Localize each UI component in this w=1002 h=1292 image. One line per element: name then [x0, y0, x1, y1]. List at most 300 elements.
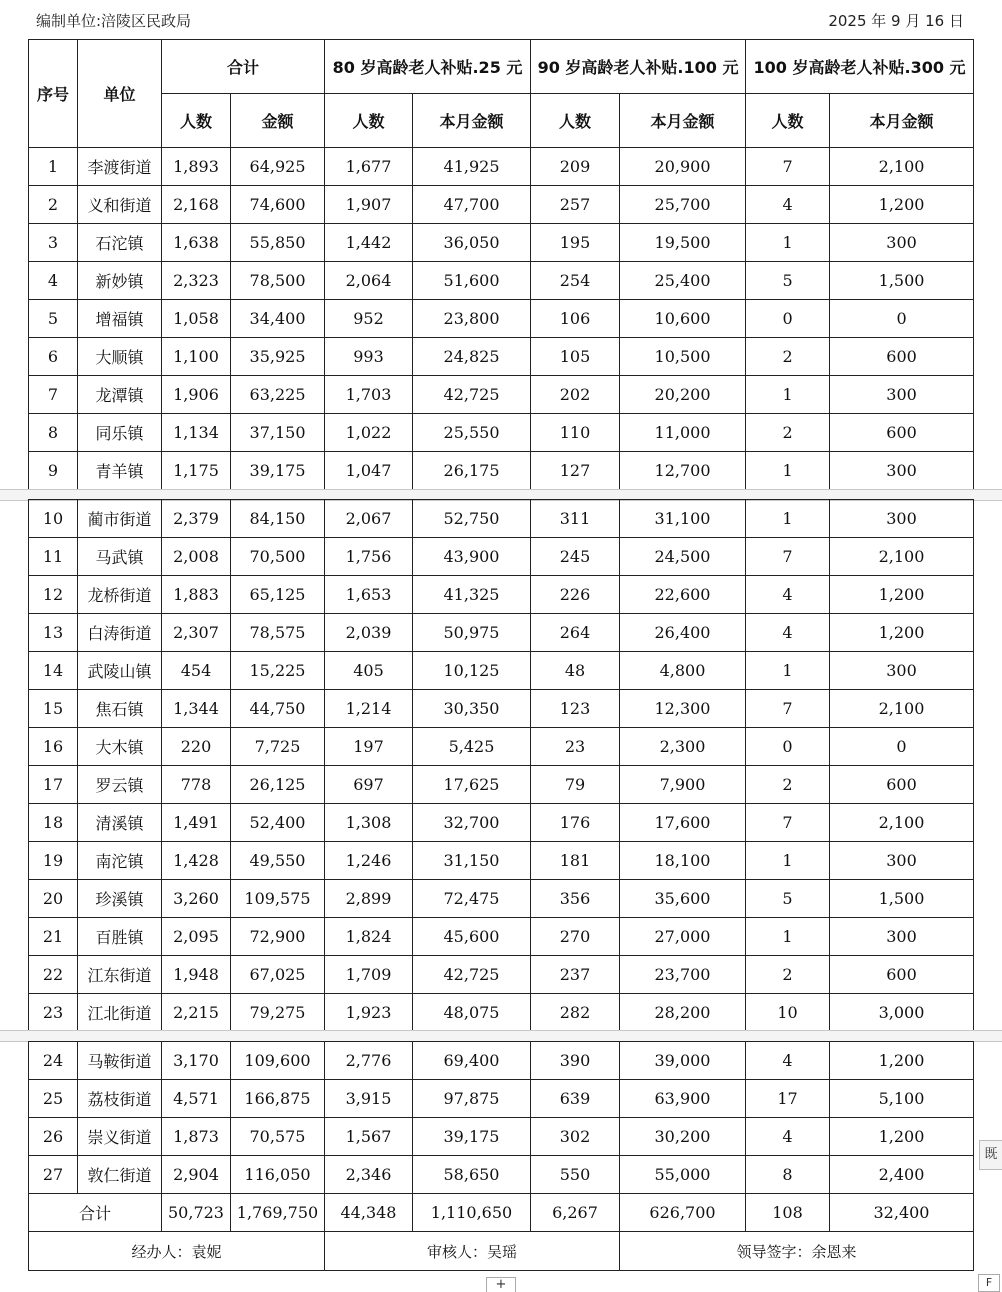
row-80-amount: 58,650: [413, 1156, 531, 1194]
row-100-people: 0: [746, 728, 830, 766]
table-row: [29, 1118, 974, 1156]
header-total-amount: 金额: [231, 94, 325, 148]
row-seq: 27: [29, 1156, 78, 1194]
row-total-people: 1,906: [162, 376, 231, 414]
table-row: [29, 300, 974, 338]
table-row: [29, 452, 974, 490]
row-100-people: 7: [746, 804, 830, 842]
row-100-people: 4: [746, 614, 830, 652]
row-80-people: 3,915: [325, 1080, 413, 1118]
row-unit: 罗云镇: [78, 766, 162, 804]
row-100-amount: 600: [830, 338, 974, 376]
row-seq: 11: [29, 538, 78, 576]
row-total-people: 1,491: [162, 804, 231, 842]
row-90-amount: 39,000: [620, 1042, 746, 1080]
row-100-people: 1: [746, 452, 830, 490]
table-row: [29, 376, 974, 414]
row-unit: 李渡街道: [78, 148, 162, 186]
row-unit: 江北街道: [78, 994, 162, 1032]
row-total-people: 1,058: [162, 300, 231, 338]
row-total-amount: 64,925: [231, 148, 325, 186]
row-90-amount: 25,700: [620, 186, 746, 224]
row-100-people: 2: [746, 338, 830, 376]
row-seq: 6: [29, 338, 78, 376]
row-seq: 19: [29, 842, 78, 880]
row-80-people: 1,907: [325, 186, 413, 224]
row-unit: 白涛街道: [78, 614, 162, 652]
row-100-amount: 300: [830, 376, 974, 414]
row-100-people: 2: [746, 766, 830, 804]
row-90-people: 257: [531, 186, 620, 224]
row-100-people: 8: [746, 1156, 830, 1194]
row-total-amount: 84,150: [231, 500, 325, 538]
row-unit: 清溪镇: [78, 804, 162, 842]
row-90-amount: 10,500: [620, 338, 746, 376]
row-total-amount: 67,025: [231, 956, 325, 994]
row-100-people: 2: [746, 414, 830, 452]
row-90-amount: 30,200: [620, 1118, 746, 1156]
total-amount: 1,769,750: [231, 1194, 325, 1232]
row-90-amount: 11,000: [620, 414, 746, 452]
header-seq: 序号: [29, 40, 78, 148]
row-100-amount: 300: [830, 224, 974, 262]
row-80-people: 697: [325, 766, 413, 804]
row-100-people: 7: [746, 690, 830, 728]
row-80-people: 1,756: [325, 538, 413, 576]
row-90-amount: 18,100: [620, 842, 746, 880]
row-90-people: 202: [531, 376, 620, 414]
row-total-amount: 26,125: [231, 766, 325, 804]
row-total-amount: 166,875: [231, 1080, 325, 1118]
row-100-amount: 1,200: [830, 1042, 974, 1080]
row-100-amount: 2,100: [830, 690, 974, 728]
row-80-amount: 41,925: [413, 148, 531, 186]
add-page-button[interactable]: +: [486, 1277, 516, 1292]
row-100-people: 17: [746, 1080, 830, 1118]
row-unit: 荔枝街道: [78, 1080, 162, 1118]
header-90-amount: 本月金额: [620, 94, 746, 148]
row-90-people: 48: [531, 652, 620, 690]
row-100-amount: 1,200: [830, 614, 974, 652]
row-80-people: 1,022: [325, 414, 413, 452]
row-90-amount: 24,500: [620, 538, 746, 576]
row-total-people: 2,215: [162, 994, 231, 1032]
row-total-people: 1,175: [162, 452, 231, 490]
reviewer-signature: 审核人：吴瑶: [325, 1232, 620, 1271]
row-total-amount: 37,150: [231, 414, 325, 452]
table-row: [29, 338, 974, 376]
row-100-people: 4: [746, 186, 830, 224]
row-total-people: 2,095: [162, 918, 231, 956]
row-100-people: 2: [746, 956, 830, 994]
row-80-people: 2,039: [325, 614, 413, 652]
row-total-amount: 109,575: [231, 880, 325, 918]
row-100-people: 1: [746, 842, 830, 880]
row-100-amount: 5,100: [830, 1080, 974, 1118]
row-90-amount: 20,200: [620, 376, 746, 414]
total-80-amount: 1,110,650: [413, 1194, 531, 1232]
row-total-amount: 78,575: [231, 614, 325, 652]
row-seq: 4: [29, 262, 78, 300]
table-row: [29, 614, 974, 652]
row-unit: 新妙镇: [78, 262, 162, 300]
row-100-people: 0: [746, 300, 830, 338]
handler-signature: 经办人：袁妮: [29, 1232, 325, 1271]
row-80-amount: 30,350: [413, 690, 531, 728]
row-total-amount: 52,400: [231, 804, 325, 842]
row-100-amount: 300: [830, 652, 974, 690]
row-80-people: 2,067: [325, 500, 413, 538]
row-80-people: 2,899: [325, 880, 413, 918]
row-80-amount: 23,800: [413, 300, 531, 338]
row-unit: 大木镇: [78, 728, 162, 766]
row-80-amount: 50,975: [413, 614, 531, 652]
org-label: 编制单位:涪陵区民政局: [36, 12, 192, 30]
row-80-people: 1,653: [325, 576, 413, 614]
row-80-amount: 36,050: [413, 224, 531, 262]
row-100-people: 1: [746, 918, 830, 956]
row-90-people: 302: [531, 1118, 620, 1156]
table-row: [29, 224, 974, 262]
row-80-amount: 69,400: [413, 1042, 531, 1080]
row-total-amount: 34,400: [231, 300, 325, 338]
row-90-people: 264: [531, 614, 620, 652]
row-100-people: 5: [746, 262, 830, 300]
row-total-amount: 70,500: [231, 538, 325, 576]
row-90-amount: 10,600: [620, 300, 746, 338]
row-100-people: 1: [746, 652, 830, 690]
row-100-amount: 600: [830, 956, 974, 994]
row-unit: 焦石镇: [78, 690, 162, 728]
table-row: [29, 1042, 974, 1080]
row-80-people: 1,709: [325, 956, 413, 994]
row-80-people: 1,703: [325, 376, 413, 414]
table-row: [29, 842, 974, 880]
row-seq: 8: [29, 414, 78, 452]
row-90-people: 639: [531, 1080, 620, 1118]
row-80-people: 1,923: [325, 994, 413, 1032]
row-80-amount: 10,125: [413, 652, 531, 690]
row-80-people: 1,824: [325, 918, 413, 956]
row-80-people: 1,214: [325, 690, 413, 728]
row-unit: 崇义街道: [78, 1118, 162, 1156]
row-90-people: 245: [531, 538, 620, 576]
row-unit: 龙桥街道: [78, 576, 162, 614]
row-unit: 马鞍街道: [78, 1042, 162, 1080]
row-seq: 25: [29, 1080, 78, 1118]
header-80-people: 人数: [325, 94, 413, 148]
row-total-amount: 39,175: [231, 452, 325, 490]
row-100-amount: 1,500: [830, 880, 974, 918]
row-90-amount: 63,900: [620, 1080, 746, 1118]
row-total-people: 2,323: [162, 262, 231, 300]
row-100-people: 1: [746, 376, 830, 414]
row-unit: 大顺镇: [78, 338, 162, 376]
row-total-people: 1,638: [162, 224, 231, 262]
row-80-amount: 42,725: [413, 376, 531, 414]
row-total-people: 1,883: [162, 576, 231, 614]
row-90-people: 123: [531, 690, 620, 728]
table-row: [29, 414, 974, 452]
row-total-people: 1,134: [162, 414, 231, 452]
row-90-amount: 17,600: [620, 804, 746, 842]
row-80-people: 197: [325, 728, 413, 766]
row-90-amount: 55,000: [620, 1156, 746, 1194]
row-100-amount: 300: [830, 452, 974, 490]
table-row: [29, 994, 974, 1032]
row-total-people: 220: [162, 728, 231, 766]
row-seq: 15: [29, 690, 78, 728]
subsidy-table-part-2: [28, 499, 974, 1032]
row-80-amount: 52,750: [413, 500, 531, 538]
row-total-amount: 7,725: [231, 728, 325, 766]
row-80-people: 1,567: [325, 1118, 413, 1156]
header-90: 90 岁高龄老人补贴.100 元: [531, 40, 746, 94]
row-90-people: 390: [531, 1042, 620, 1080]
row-100-amount: 0: [830, 300, 974, 338]
row-90-amount: 12,300: [620, 690, 746, 728]
header-total: 合计: [162, 40, 325, 94]
row-90-people: 226: [531, 576, 620, 614]
row-100-amount: 600: [830, 414, 974, 452]
row-80-amount: 42,725: [413, 956, 531, 994]
row-total-people: 454: [162, 652, 231, 690]
row-total-people: 2,008: [162, 538, 231, 576]
total-90-people: 6,267: [531, 1194, 620, 1232]
row-unit: 蔺市街道: [78, 500, 162, 538]
row-90-people: 106: [531, 300, 620, 338]
row-100-people: 7: [746, 148, 830, 186]
row-unit: 敦仁街道: [78, 1156, 162, 1194]
row-seq: 12: [29, 576, 78, 614]
row-80-people: 1,308: [325, 804, 413, 842]
total-people: 50,723: [162, 1194, 231, 1232]
row-seq: 13: [29, 614, 78, 652]
row-total-amount: 109,600: [231, 1042, 325, 1080]
row-seq: 21: [29, 918, 78, 956]
header-100: 100 岁高龄老人补贴.300 元: [746, 40, 974, 94]
row-90-people: 356: [531, 880, 620, 918]
row-90-people: 23: [531, 728, 620, 766]
row-100-people: 4: [746, 1042, 830, 1080]
row-90-people: 237: [531, 956, 620, 994]
subsidy-table-part-3: [28, 1041, 974, 1271]
row-total-amount: 74,600: [231, 186, 325, 224]
row-90-amount: 35,600: [620, 880, 746, 918]
row-total-people: 2,307: [162, 614, 231, 652]
row-80-people: 1,047: [325, 452, 413, 490]
table-row: [29, 690, 974, 728]
row-seq: 17: [29, 766, 78, 804]
row-seq: 2: [29, 186, 78, 224]
row-total-amount: 116,050: [231, 1156, 325, 1194]
header-100-people: 人数: [746, 94, 830, 148]
row-90-amount: 7,900: [620, 766, 746, 804]
row-total-people: 1,873: [162, 1118, 231, 1156]
row-seq: 1: [29, 148, 78, 186]
row-80-amount: 17,625: [413, 766, 531, 804]
row-90-people: 195: [531, 224, 620, 262]
row-90-amount: 19,500: [620, 224, 746, 262]
row-100-amount: 300: [830, 500, 974, 538]
row-seq: 9: [29, 452, 78, 490]
row-total-amount: 78,500: [231, 262, 325, 300]
row-90-amount: 31,100: [620, 500, 746, 538]
row-100-people: 7: [746, 538, 830, 576]
table-row: [29, 804, 974, 842]
row-total-amount: 15,225: [231, 652, 325, 690]
row-80-people: 993: [325, 338, 413, 376]
row-80-amount: 26,175: [413, 452, 531, 490]
row-unit: 义和街道: [78, 186, 162, 224]
row-100-people: 4: [746, 576, 830, 614]
side-panel-tab[interactable]: 既: [979, 1140, 1002, 1170]
row-90-amount: 27,000: [620, 918, 746, 956]
row-80-amount: 97,875: [413, 1080, 531, 1118]
row-total-amount: 70,575: [231, 1118, 325, 1156]
row-total-people: 1,893: [162, 148, 231, 186]
row-90-amount: 28,200: [620, 994, 746, 1032]
row-total-amount: 65,125: [231, 576, 325, 614]
corner-button[interactable]: F: [978, 1274, 1000, 1292]
row-unit: 龙潭镇: [78, 376, 162, 414]
table-row: [29, 766, 974, 804]
row-unit: 江东街道: [78, 956, 162, 994]
row-total-amount: 72,900: [231, 918, 325, 956]
row-total-amount: 63,225: [231, 376, 325, 414]
row-unit: 珍溪镇: [78, 880, 162, 918]
total-100-amount: 32,400: [830, 1194, 974, 1232]
row-seq: 20: [29, 880, 78, 918]
table-row: [29, 538, 974, 576]
row-80-amount: 72,475: [413, 880, 531, 918]
row-unit: 武陵山镇: [78, 652, 162, 690]
row-80-amount: 25,550: [413, 414, 531, 452]
table-row: [29, 652, 974, 690]
row-90-people: 282: [531, 994, 620, 1032]
row-100-amount: 2,400: [830, 1156, 974, 1194]
row-total-amount: 49,550: [231, 842, 325, 880]
header-unit: 单位: [78, 40, 162, 148]
row-80-people: 952: [325, 300, 413, 338]
row-90-people: 209: [531, 148, 620, 186]
row-100-people: 4: [746, 1118, 830, 1156]
row-seq: 10: [29, 500, 78, 538]
subsidy-table-part-1: [28, 39, 974, 490]
row-seq: 3: [29, 224, 78, 262]
row-100-amount: 2,100: [830, 148, 974, 186]
row-100-amount: 1,200: [830, 576, 974, 614]
header-total-people: 人数: [162, 94, 231, 148]
table-row: [29, 880, 974, 918]
table-row: [29, 918, 974, 956]
table-row: [29, 186, 974, 224]
row-90-amount: 2,300: [620, 728, 746, 766]
leader-signature: 领导签字：余恩来: [620, 1232, 974, 1271]
table-row: [29, 500, 974, 538]
row-100-people: 10: [746, 994, 830, 1032]
row-90-people: 254: [531, 262, 620, 300]
table-row: [29, 1156, 974, 1194]
row-unit: 同乐镇: [78, 414, 162, 452]
row-80-amount: 39,175: [413, 1118, 531, 1156]
table-row: [29, 148, 974, 186]
row-80-people: 2,776: [325, 1042, 413, 1080]
row-total-people: 2,904: [162, 1156, 231, 1194]
row-seq: 18: [29, 804, 78, 842]
row-80-amount: 5,425: [413, 728, 531, 766]
total-row: [29, 1194, 974, 1232]
total-100-people: 108: [746, 1194, 830, 1232]
row-100-amount: 300: [830, 842, 974, 880]
row-unit: 石沱镇: [78, 224, 162, 262]
row-unit: 增福镇: [78, 300, 162, 338]
row-100-amount: 600: [830, 766, 974, 804]
row-100-people: 1: [746, 224, 830, 262]
row-unit: 南沱镇: [78, 842, 162, 880]
row-90-amount: 26,400: [620, 614, 746, 652]
row-total-people: 1,100: [162, 338, 231, 376]
row-seq: 22: [29, 956, 78, 994]
table-row: [29, 576, 974, 614]
row-80-people: 2,064: [325, 262, 413, 300]
row-100-amount: 3,000: [830, 994, 974, 1032]
row-seq: 7: [29, 376, 78, 414]
row-90-people: 127: [531, 452, 620, 490]
row-total-people: 1,344: [162, 690, 231, 728]
row-80-amount: 48,075: [413, 994, 531, 1032]
table-row: [29, 956, 974, 994]
row-total-people: 3,260: [162, 880, 231, 918]
row-unit: 百胜镇: [78, 918, 162, 956]
total-label: 合计: [29, 1194, 162, 1232]
row-90-amount: 20,900: [620, 148, 746, 186]
row-80-people: 1,677: [325, 148, 413, 186]
row-100-people: 1: [746, 500, 830, 538]
row-80-amount: 31,150: [413, 842, 531, 880]
row-80-amount: 43,900: [413, 538, 531, 576]
row-80-people: 1,442: [325, 224, 413, 262]
row-total-people: 1,428: [162, 842, 231, 880]
row-100-amount: 0: [830, 728, 974, 766]
row-seq: 24: [29, 1042, 78, 1080]
total-90-amount: 626,700: [620, 1194, 746, 1232]
row-unit: 马武镇: [78, 538, 162, 576]
table-row: [29, 262, 974, 300]
row-100-people: 5: [746, 880, 830, 918]
row-90-people: 550: [531, 1156, 620, 1194]
row-80-amount: 45,600: [413, 918, 531, 956]
row-100-amount: 2,100: [830, 804, 974, 842]
row-seq: 16: [29, 728, 78, 766]
header-100-amount: 本月金额: [830, 94, 974, 148]
row-90-people: 311: [531, 500, 620, 538]
row-total-amount: 55,850: [231, 224, 325, 262]
row-seq: 5: [29, 300, 78, 338]
row-seq: 26: [29, 1118, 78, 1156]
table-row: [29, 1080, 974, 1118]
header-80-amount: 本月金额: [413, 94, 531, 148]
row-90-amount: 23,700: [620, 956, 746, 994]
row-total-amount: 79,275: [231, 994, 325, 1032]
row-80-people: 405: [325, 652, 413, 690]
row-80-amount: 47,700: [413, 186, 531, 224]
header-80: 80 岁高龄老人补贴.25 元: [325, 40, 531, 94]
row-90-people: 105: [531, 338, 620, 376]
row-100-amount: 2,100: [830, 538, 974, 576]
row-total-people: 3,170: [162, 1042, 231, 1080]
row-unit: 青羊镇: [78, 452, 162, 490]
